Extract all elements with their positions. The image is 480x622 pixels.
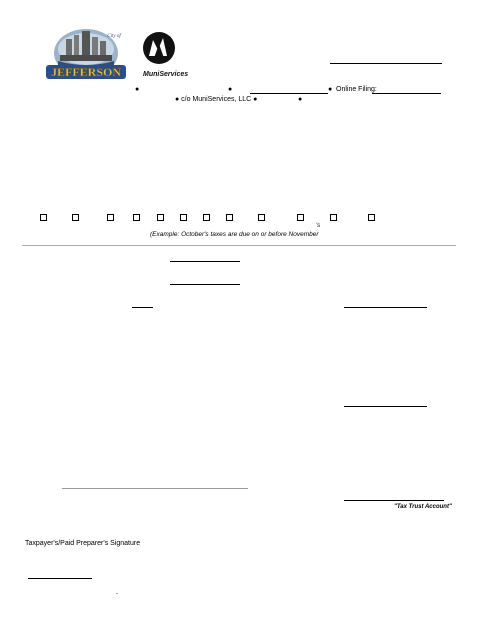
city-seal-icon: [44, 27, 128, 81]
period-checkbox-12[interactable]: [368, 214, 375, 221]
period-checkbox-6[interactable]: [180, 214, 187, 221]
online-filing-line[interactable]: [372, 93, 441, 94]
muniservices-logo-icon: [137, 28, 203, 82]
contact-bullet-1: ●: [135, 86, 140, 93]
tax-trust-account-label: "Tax Trust Account": [394, 504, 452, 510]
period-checkbox-3[interactable]: [107, 214, 114, 221]
city-name: JEFFERSON: [50, 65, 122, 79]
city-seal-logo: [44, 27, 128, 81]
period-checkbox-9[interactable]: [258, 214, 265, 221]
contact-bullet-2: ●: [228, 86, 233, 93]
period-checkbox-5[interactable]: [157, 214, 164, 221]
footer-mark: -: [116, 591, 118, 597]
amount-line-2[interactable]: [344, 406, 427, 407]
remit-amount-line[interactable]: [344, 500, 444, 501]
period-checkbox-1[interactable]: [40, 214, 47, 221]
signature-rule: [62, 488, 248, 489]
contact-bullet-4: ●: [298, 96, 303, 103]
field-line-2[interactable]: [170, 284, 240, 285]
period-checkbox-7[interactable]: [203, 214, 210, 221]
period-checkbox-10[interactable]: [297, 214, 304, 221]
muniservices-name: MuniServices: [143, 71, 189, 78]
period-checkbox-4[interactable]: [133, 214, 140, 221]
contact-bullet-3: ●: [328, 86, 333, 93]
apostrophe-s: 's: [316, 223, 321, 229]
date-line[interactable]: [28, 578, 92, 579]
muniservices-logo: [137, 28, 203, 82]
city-arch-text: City of: [107, 34, 121, 39]
period-checkbox-11[interactable]: [330, 214, 337, 221]
field-line-1[interactable]: [170, 261, 240, 262]
due-date-example: (Example: October's taxes are due on or before November: [150, 231, 319, 238]
header-title-line: [330, 63, 442, 64]
contact-blank-line[interactable]: [250, 93, 328, 94]
period-checkbox-2[interactable]: [72, 214, 79, 221]
preparer-signature-label: Taxpayer's/Paid Preparer's Signature: [25, 540, 141, 547]
online-filing-label: Online Filing:: [336, 86, 377, 93]
section-divider: [22, 245, 456, 246]
care-of-address: ● c/o MuniServices, LLC ●: [175, 96, 258, 103]
period-checkbox-8[interactable]: [226, 214, 233, 221]
amount-line-1[interactable]: [344, 307, 427, 308]
field-line-3[interactable]: [132, 307, 153, 308]
